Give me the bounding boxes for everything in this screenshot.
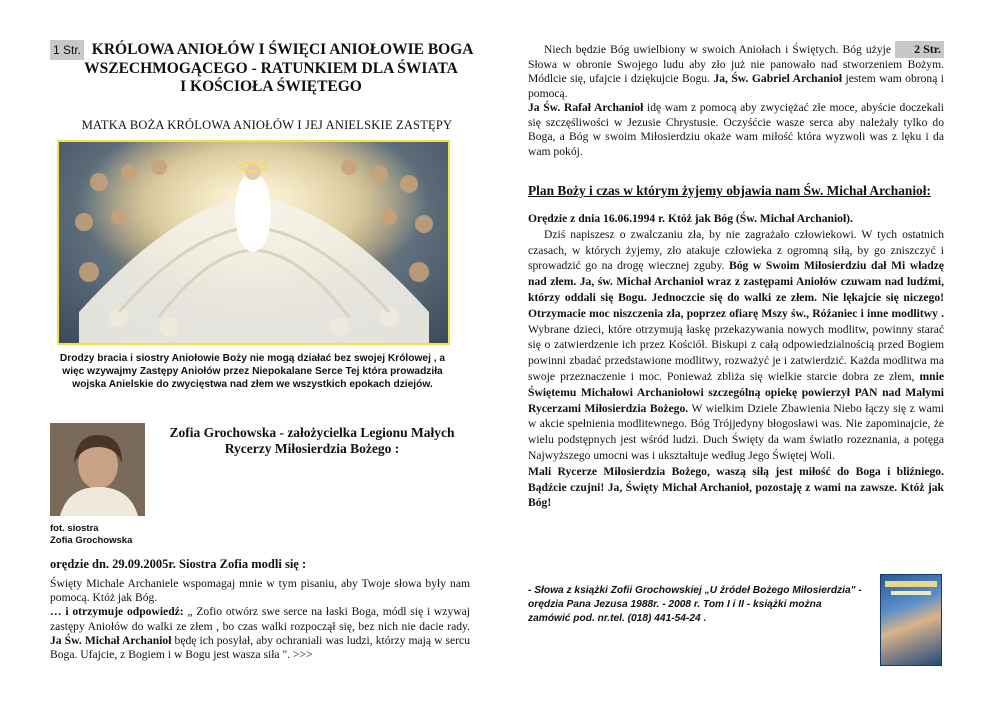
- photo-caption-line-2: Zofia Grochowska: [50, 535, 133, 546]
- founder-photo: [50, 423, 145, 516]
- raphael-text: idę wam z pomocą aby zwyciężać złe moce, abyście doczekali się szczęśliwości w Jezusie Chrystusie. Oczyśćcie wasze serca aby należały tylko do Boga, a Bóg w swoim Miłosierdziu okaże wam miłość która wyzwoli was z lęku i da wam pokój.: [528, 101, 944, 158]
- answer-bold: Ja Św. Michał Archanioł: [50, 633, 172, 647]
- queen-of-angels-painting: [57, 140, 450, 345]
- intro-paragraph: [528, 41, 944, 101]
- title-line-2: WSZECHMOGĄCEGO - RATUNKIEM DLA ŚWIATA: [84, 60, 458, 77]
- intro-text-block: [528, 41, 944, 159]
- section-heading: Plan Boży i czas w którym żyjemy objawia nam Św. Michał Archanioł:: [528, 183, 931, 198]
- painting-caption: Drodzy bracia i siostry Aniołowie Boży nie mogą działać bez swojej Królowej , a więc wzywajmy Zastępy Aniołów przez Niepokalane Serce Tej która prowadziła wojska Anielskie do zwycięstwa nad złem we wszystkich epokach dziejów.: [59, 353, 446, 390]
- message-paragraph: [528, 227, 944, 464]
- message-closing: [528, 464, 944, 511]
- raphael-paragraph: [528, 101, 944, 159]
- message-date-text: Orędzie z dnia 16.06.1994 r. Któż jak Bóg (Św. Michał Archanioł).: [528, 212, 853, 225]
- photo-caption-line-1: fot. siostra: [50, 523, 99, 534]
- answer-end: będę ich posyłał, aby ochraniali was ludzi, którzy mają w sercu Boga. Ufajcie, z Bogiem i w Bogu jest wasza siła ". >>>: [50, 633, 470, 662]
- message-part-d: mnie Świętemu Michałowi Archaniołowi szczególną opiekę powierzył PAN nad Małymi Rycerzami Miłosierdzia Bożego.: [528, 369, 944, 415]
- raphael-name: Ja Św. Rafał Archanioł: [528, 101, 644, 114]
- book-title-band: [885, 581, 937, 587]
- answer-paragraph: [50, 605, 470, 662]
- message-part-b: Bóg w Swoim Miłosierdziu dał Mi władzę nad złem. Ja, św. Michał Archanioł wraz z zastępami Aniołów czuwam nad ludźmi, którzy oddali się Bogu. Jednoczcie się do walki ze złem. Nie lękajcie się niczego! Otrzymacie moc niszczenia zła, poprzez ofiarę Mszy św., Różaniec i inne modlitwy .: [528, 259, 944, 320]
- message-closing-text: Mali Rycerze Miłosierdzia Bożego, waszą siłą jest miłość do Boga i bliźniego. Bądźcie czujni! Ja, Święty Michał Archanioł, pozostaję z wami na zawsze. Któż jak Bóg!: [528, 464, 944, 510]
- intro-gabriel-text: jestem wam obroną i pomocą.: [528, 72, 945, 100]
- gabriel-name: Ja, Św. Gabriel Archanioł: [713, 72, 843, 85]
- founder-heading: Zofia Grochowska - założycielka Legionu Małych Rycerzy Miłosierdzia Bożego :: [169, 425, 455, 456]
- message-text-block: [528, 211, 944, 511]
- message-part-c: Wybrane dzieci, które otrzymują łaskę przekazywania nowych modlitw, powinny starać się o zatwierdzenie ich przez Kościół. Biskupi z całą odpowiedzialnością przed Bogiem powinni zbadać przedstawione modlitwy, rozważyć je i zatwierdzić. Każda modlitwa ma swoje przeznaczenie i moc. Ponieważ zbliża się wielkie starcie dobra ze złem,: [528, 322, 944, 383]
- message-part-a: Dziś napiszesz o zwalczaniu zła, by nie zagrażało człowiekowi. W tych ostatnich czasach, w których żyjemy, zło atakuje człowieka z ogromną siłą, by go zniszczyć i sprowadzić go na drogę wiecznej zguby.: [528, 227, 944, 273]
- page-number-badge-2: 2 Str.: [895, 41, 944, 58]
- message-date-heading: orędzie dn. 29.09.2005r. Siostra Zofia modli się :: [50, 557, 307, 571]
- answer-lead: … i otrzymuje odpowiedź:: [50, 605, 184, 619]
- book-subtitle-band: [891, 591, 931, 595]
- book-cover-image: [880, 574, 942, 666]
- subtitle: MATKA BOŻA KRÓLOWA ANIOŁÓW I JEJ ANIELSKIE ZASTĘPY: [81, 118, 453, 132]
- title-line-1: KRÓLOWA ANIOŁÓW I ŚWIĘCI ANIOŁOWIE BOGA: [91, 41, 474, 58]
- intro-line: Niech będzie Bóg uwielbiony w swoich Aniołach i Świętych. Bóg użyje: [544, 43, 896, 56]
- intro-continuation: Słowa w obronie Swojego ludu aby zło już nie panowało nad stworzeniem Bożym. Módlcie się, ufajcie i dziękujcie Bogu.: [528, 57, 944, 85]
- page-number-badge: 1 Str.: [50, 40, 84, 60]
- prayer-paragraph: Święty Michale Archaniele wspomagaj mnie w tym pisaniu, aby Twoje słowa były nam pomocą. Któż jak Bóg.: [50, 577, 470, 605]
- answer-text: „ Zofio otwórz swe serce na łaski Boga, módl się i wzywaj zastępy Aniołów do walki ze złem , bo czas walki rozpoczął się, bez nich nie dacie rady.: [50, 605, 470, 633]
- message-date: [528, 211, 944, 227]
- title-line-3: I KOŚCIOŁA ŚWIĘTEGO: [180, 78, 362, 95]
- book-quote: - Słowa z książki Zofii Grochowskiej „U źródeł Bożego Miłosierdzia" - orędzia Pana Jezusa 1988r. - 2008 r. Tom I i II - książki można zamówić pod. nr.tel. (018) 441-54-24 .: [528, 585, 862, 624]
- message-part-e: W wielkim Dziele Zbawienia Niebo łączy się z wami w akcie spełnienia modlitewnego. Bóg Trójjedyny błogosławi was. Nie zapominajcie, że wielu podstępnych jest wśród ludzi. Duch Święty da wam światło rozeznania, a potęga Najwyższego umocni was i ukształtuje według Jego Świętej Woli.: [528, 401, 945, 462]
- page-title: [50, 40, 480, 96]
- prayer-text-block: [50, 577, 470, 662]
- photo-caption: [50, 523, 132, 547]
